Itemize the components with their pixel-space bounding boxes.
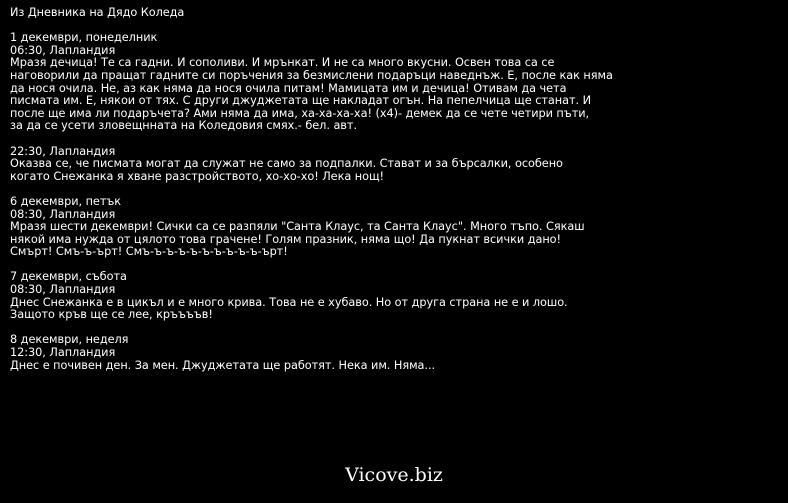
entry-text-line: Мразя шести декември! Сички са се разпяли "Санта Клаус, та Санта Клаус". Много тъпо. Сякаш (10, 220, 585, 234)
entry-date: 8 декември, неделя (10, 333, 129, 347)
entry-text-line: за да се усети зловещнната на Коледовия смях.- бел. авт. (10, 119, 357, 133)
entry-text-line: Смърт! Смъ-ъ-ърт! Смъ-ъ-ъ-ъ-ъ-ъ-ъ-ъ-ъ-ъ-ърт! (10, 245, 288, 259)
entry-text-line: Днес е почивен ден. За мен. Джуджетата ще работят. Нека им. Няма... (10, 358, 436, 372)
diary-entry-2 (10, 146, 780, 184)
diary-entry-4 (10, 271, 780, 321)
entry-date: 1 декември, понеделник (10, 31, 158, 45)
entry-time-place: 08:30, Лапландия (10, 207, 116, 221)
entry-time-place: 06:30, Лапландия (10, 43, 116, 57)
diary-entry-5 (10, 334, 780, 372)
entry-text-line: Мразя дечица! Те са гадни. И сополиви. И мрънкат. И не са много вкусни. Освен това са се (10, 56, 555, 70)
entry-text-line: да нося очила. Не, аз как няма да нося очила питам! Мамицата им и дечица! Отивам да чета (10, 81, 567, 95)
entry-time-place: 08:30, Лапландия (10, 283, 116, 297)
entry-text-line: после ще има ли подаръчета? Ами няма да има, ха-ха-ха-ха! (х4)- демек да се чете четири пъти, (10, 106, 590, 120)
entry-text-line: някой има нужда от цялото това грачене! Голям празник, няма що! Да пукнат всички дано! (10, 232, 562, 246)
entry-text-line: писмата им. Е, някои от тях. С други джуджетата ще накладат огън. На пепелчица ще станат. И (10, 94, 591, 108)
diary-entry-1 (10, 32, 780, 133)
entry-text-line: когато Снежанка я хване разстройството, хо-хо-хо! Лека нощ! (10, 169, 385, 183)
diary-page (10, 7, 780, 385)
entry-text-line: Защото кръв ще се лее, кръъъъв! (10, 308, 213, 322)
entry-text-line: Оказва се, че писмата могат да служат не само за подпалки. Стават и за бърсалки, особено (10, 157, 563, 171)
entry-text-line: наговорили да пращат гадните си поръчения за безмислени подаръци наведнъж. Е, после как няма (10, 68, 613, 82)
entry-time-place: 12:30, Лапландия (10, 346, 116, 360)
page-title: Из Дневника на Дядо Коледа (10, 6, 185, 19)
entry-date: 6 декември, петък (10, 194, 122, 208)
site-watermark: Vicove.biz (345, 464, 443, 486)
entry-time-place: 22:30, Лапландия (10, 144, 116, 158)
entry-text-line: Днес Снежанка е в цикъл и е много крива. Това не е хубаво. Но от друга страна не е и лошо. (10, 295, 568, 309)
diary-entry-3 (10, 196, 780, 259)
entry-date: 7 декември, събота (10, 270, 127, 284)
